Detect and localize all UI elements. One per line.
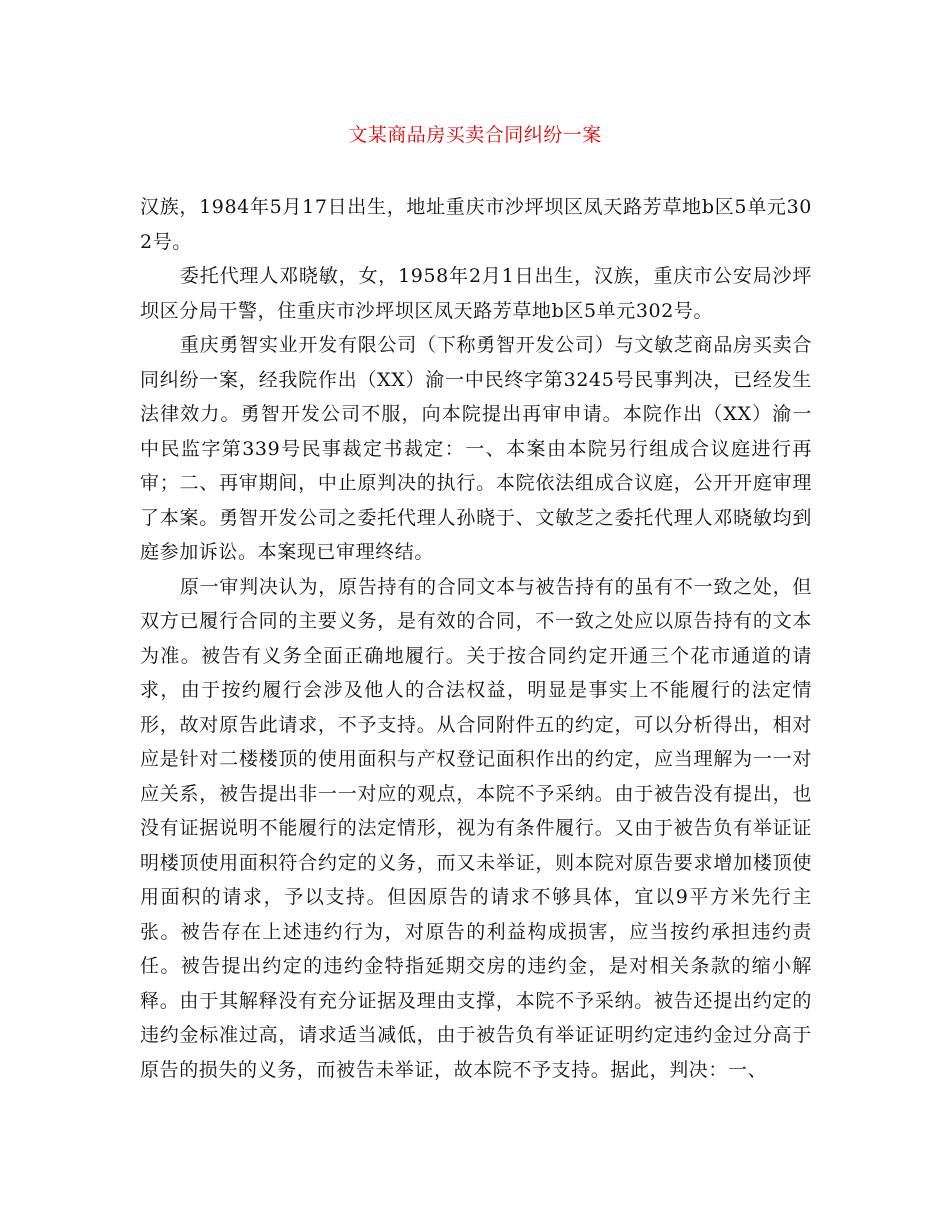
paragraph-first-instance-judgment: 原一审判决认为，原告持有的合同文本与被告持有的虽有不一致之处，但双方已履行合同的主要义务，是有效的合同，不一致之处应以原告持有的文本为准。被告有义务全面正确地履行。关于按合同约定开通三个花市通道的请求，由于按约履行会涉及他人的合法权益，明显是事实上不能履行的法定情形，故对原告此请求，不予支持。从合同附件五的约定，可以分析得出，相对应是针对二楼楼顶的使用面积与产权登记面积作出的约定，应当理解为一一对应关系，被告提出非一一对应的观点，本院不予采纳。由于被告没有提出，也没有证据说明不能履行的法定情形，视为有条件履行。又由于被告负有举证证明楼顶使用面积符合约定的义务，而又未举证，则本院对原告要求增加楼顶使用面积的请求，予以支持。但因原告的请求不够具体，宜以9平方米先行主张。被告存在上述违约行为，对原告的利益构成损害，应当按约承担违约责任。被告提出约定的违约金特指延期交房的违约金，是对相关条款的缩小解释。由于其解释没有充分证据及理由支撑，本院不予采纳。被告还提出约定的违约金标准过高，请求适当减低，由于被告负有举证证明约定违约金过分高于原告的损失的义务，而被告未举证，故本院不予支持。据此，判决：一、 [140, 575, 812, 1081]
document-title: 文某商品房买卖合同纠纷一案 [348, 124, 602, 146]
document-body [140, 190, 812, 1087]
paragraph-agent-info: 委托代理人邓晓敏，女，1958年2月1日出生，汉族，重庆市公安局沙坪坝区分局干警，住重庆市沙坪坝区凤天路芳草地b区5单元302号。 [140, 265, 812, 322]
paragraph-case-background: 重庆勇智实业开发有限公司（下称勇智开发公司）与文敏芝商品房买卖合同纠纷一案，经我院作出（XX）渝一中民终字第3245号民事判决，已经发生法律效力。勇智开发公司不服，向本院提出再审申请。本院作出（XX）渝一中民监字第339号民事裁定书裁定：一、本案由本院另行组成合议庭进行再审；二、再审期间，中止原判决的执行。本院依法组成合议庭，公开开庭审理了本案。勇智开发公司之委托代理人孙晓于、文敏芝之委托代理人邓晓敏均到庭参加诉讼。本案现已审理终结。 [140, 334, 812, 563]
paragraph-party-info: 汉族，1984年5月17日出生，地址重庆市沙坪坝区凤天路芳草地b区5单元302号。 [140, 196, 812, 253]
